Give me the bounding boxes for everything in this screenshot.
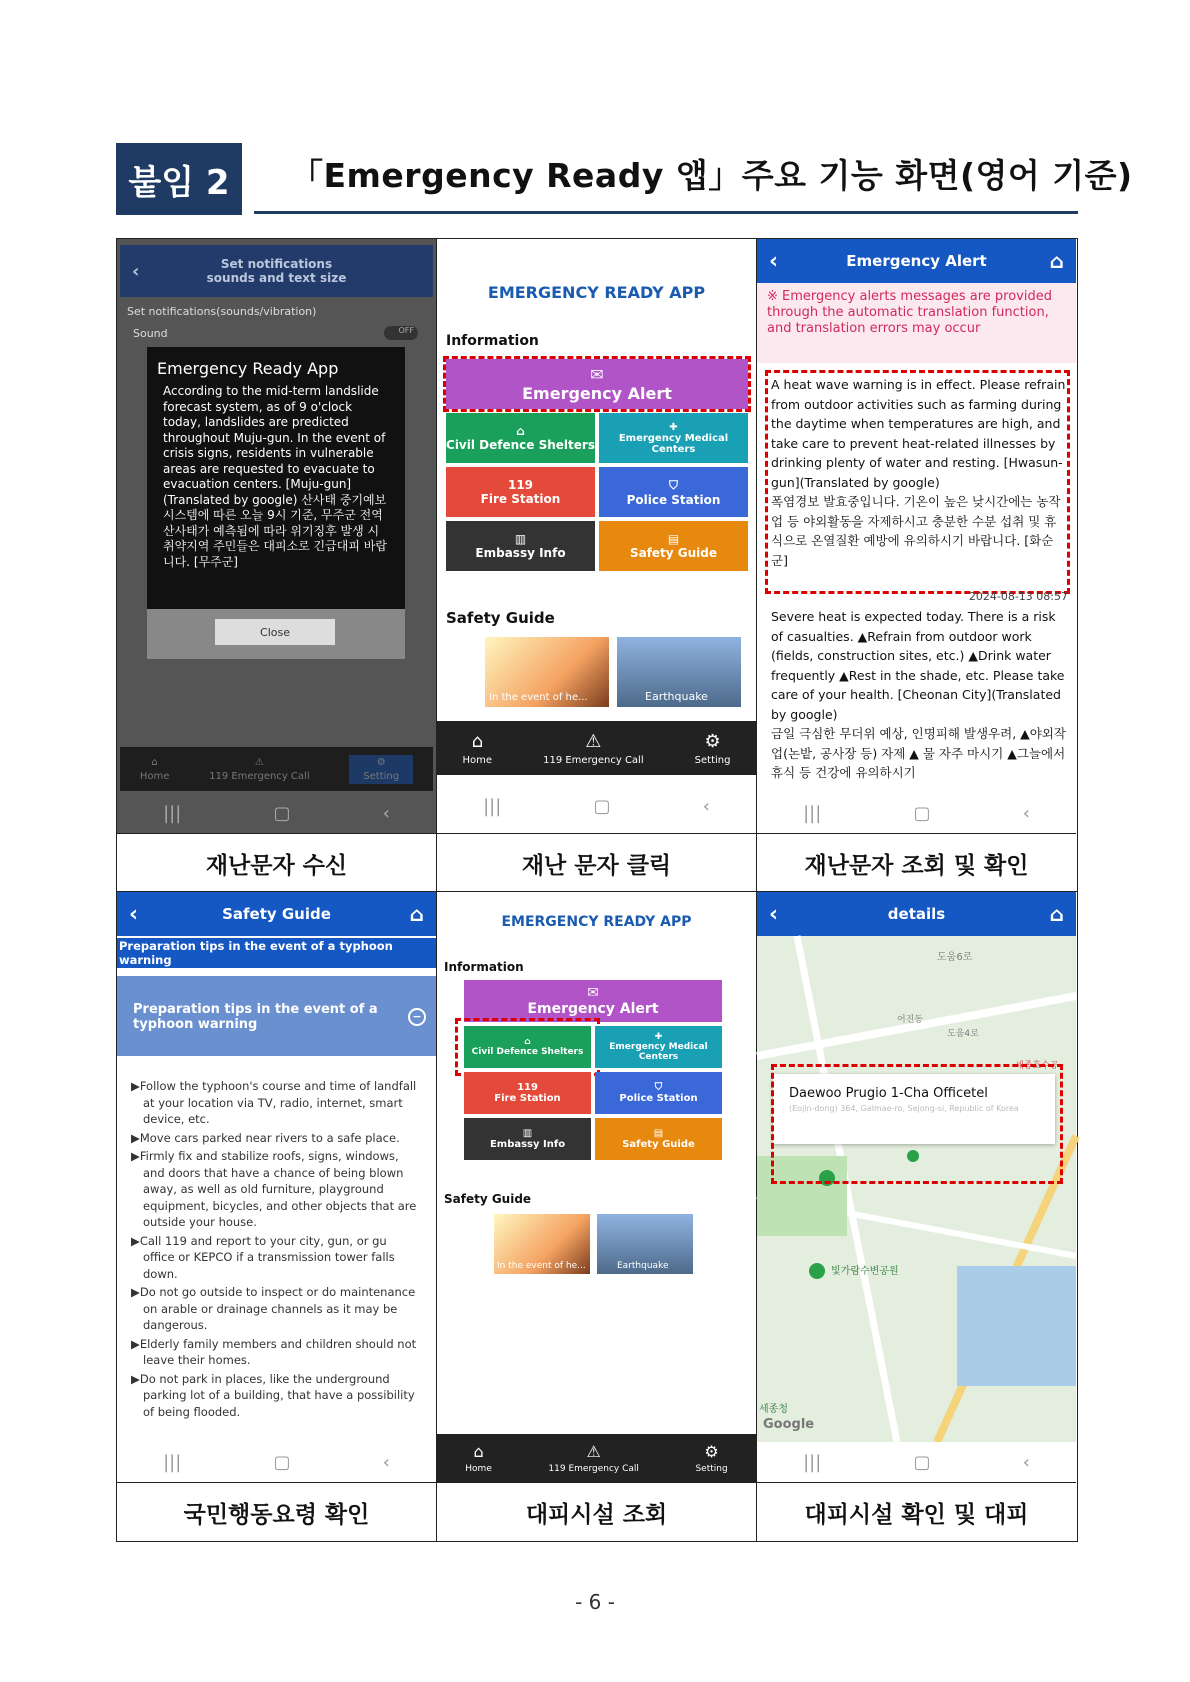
map-label: 세종호수공	[1015, 1061, 1059, 1071]
tile-shelters[interactable]: ⌂ Civil Defence Shelters	[446, 413, 595, 463]
system-nav	[117, 1442, 436, 1482]
caption: 재난문자 조회 및 확인	[757, 833, 1076, 892]
system-nav	[757, 793, 1076, 833]
screen-home-shelters	[437, 892, 756, 1482]
emergency-alert-tile[interactable]: ✉ Emergency Alert	[446, 359, 748, 409]
guide-item: ▶Follow the typhoon's course and time of landfall at your location via TV, radio, internet, smart device, etc.	[131, 1079, 417, 1126]
siren-icon: ⚠	[586, 1442, 601, 1461]
system-nav	[757, 1442, 1076, 1482]
guide-subtitle: Preparation tips in the event of a typhoon warning	[117, 938, 436, 968]
fire-icon: 119	[517, 1082, 538, 1093]
collapse-icon[interactable]: −	[408, 1008, 426, 1026]
title-underline	[254, 211, 1078, 214]
home-button-icon[interactable]: ▢	[913, 802, 931, 824]
guide-item: ▶Call 119 and report to your city, gun, or gu office or KEPCO if a transmission tower falls down.	[131, 1233, 395, 1281]
fire-icon: 119	[507, 478, 534, 492]
tile-fire[interactable]: 119 Fire Station	[446, 467, 595, 517]
recent-apps-icon[interactable]: |||	[163, 1451, 182, 1473]
siren-icon: ⚠	[585, 730, 602, 752]
screen-map	[757, 892, 1076, 1482]
thumb-earthquake[interactable]: Earthquake	[617, 637, 741, 707]
home-icon[interactable]: ⌂	[409, 902, 424, 926]
ambulance-icon: ✚	[654, 1032, 663, 1042]
tile-police[interactable]: ⛉ Police Station	[595, 1072, 722, 1114]
recent-apps-icon[interactable]: |||	[803, 802, 822, 824]
back-nav-icon[interactable]: ‹	[382, 1451, 390, 1473]
appbar-title: Safety Guide	[222, 905, 331, 923]
tile-safety[interactable]: ▤ Safety Guide	[599, 521, 748, 571]
nav-119[interactable]: ⚠ 119 Emergency Call	[543, 730, 644, 766]
caption: 대피시설 확인 및 대피	[757, 1482, 1076, 1541]
tile-shelters[interactable]: ⌂ Civil Defence Shelters	[464, 1026, 591, 1068]
building-icon: ▥	[522, 1128, 533, 1139]
gear-icon: ⚙	[704, 1442, 719, 1461]
app-title: EMERGENCY READY APP	[487, 283, 706, 302]
nav-home[interactable]: ⌂ Home	[465, 1442, 492, 1474]
guide-item: ▶Elderly family members and children should not leave their homes.	[131, 1336, 417, 1367]
tile-police[interactable]: ⛉ Police Station	[599, 467, 748, 517]
screenshot-grid	[116, 238, 1078, 1542]
home-icon[interactable]: ⌂	[1049, 249, 1064, 273]
back-icon[interactable]: ‹	[129, 901, 139, 927]
shelter-icon: ⌂	[524, 1037, 531, 1047]
home-button-icon[interactable]: ▢	[273, 802, 291, 824]
alert-message-2[interactable]: Severe heat is expected today. There is a risk of casualties. ▲Refrain from outdoor work (fields, construction sites, etc.) ▲Drink water frequently ▲Rest in the shade, etc. Please take care of your health. [Cheonan City](Translated by google) 금일 극심한 무더위 예상, 인명피해 발생우려, ▲야외작업(논밭, 공사장 등) 자제 ▲ 물 자주 마시기 ▲그늘에서 휴식 등 건강에 유의하시기	[771, 609, 1066, 780]
tile-fire[interactable]: 119 Fire Station	[464, 1072, 591, 1114]
nav-setting[interactable]: ⚙ Setting	[349, 755, 413, 784]
translation-notice: ※ Emergency alerts messages are provided through the automatic translation function, and translation errors may occur	[757, 283, 1076, 363]
settings-section: Set notifications(sounds/vibration)	[127, 305, 317, 318]
home-button-icon[interactable]: ▢	[593, 795, 611, 817]
dialog-body: According to the mid-term landslide forecast system, as of 9 o'clock today, landslides are predicted throughout Muju-gun. In the event of crisis signs, residents in vulnerable areas are requested to evacuate to evacuation centers. [Muju-gun](Translated by google) 산사태 중기예보시스템에 따른 오늘 9시 기준, 무주군 전역 산사태가 예측됨에 따라 위기징후 발생 시 취약지역 주민들은 대피소로 긴급대피 바랍니다. [무주군]	[163, 384, 387, 569]
siren-icon: ⚠	[254, 756, 264, 768]
info-heading: Information	[444, 960, 524, 974]
ambulance-icon: ✚	[669, 421, 678, 433]
alert-message-1[interactable]: A heat wave warning is in effect. Please refrain from outdoor activities such as farming during the daytime when temperatures are high, and take care to prevent heat-related illnesses by drinking plenty of water and resting. [Hwasun-gun](Translated by google) 폭염경보 발효중입니다. 기온이 높은 낮시간에는 농작업 등 야외활동을 자제하시고 충분한 수분 섭취 및 휴식으로 온열질환 예방에 유의하시기 바랍니다. [화순군]	[771, 377, 1066, 568]
tile-medical[interactable]: ✚ Emergency Medical Centers	[595, 1026, 722, 1068]
guide-item: ▶Move cars parked near rivers to a safe place.	[131, 1130, 400, 1145]
book-icon: ▤	[667, 532, 680, 546]
back-nav-icon[interactable]: ‹	[1022, 1451, 1030, 1473]
gear-icon: ⚙	[704, 730, 721, 752]
nav-home[interactable]: ⌂ Home	[139, 756, 170, 782]
attachment-tag: 붙임 2	[116, 143, 242, 215]
home-icon: ⌂	[471, 730, 483, 752]
settings-appbar: ‹ Set notifications sounds and text size	[120, 245, 433, 297]
place-address: (Eojin-dong) 364, Galmae-ro, Sejong-si, Republic of Korea	[789, 1104, 1019, 1113]
guide-list	[131, 1078, 421, 1428]
place-marker-icon[interactable]	[907, 1150, 919, 1162]
gear-icon: ⚙	[376, 756, 386, 768]
caption: 대피시설 조회	[437, 1482, 756, 1541]
recent-apps-icon[interactable]: |||	[483, 795, 502, 817]
envelope-icon: ✉	[587, 985, 599, 1001]
highlight-box	[455, 1018, 600, 1076]
guide-accordion[interactable]: Preparation tips in the event of a typhoon warning −	[117, 976, 436, 1056]
place-name: Daewoo Prugio 1-Cha Officetel	[789, 1086, 988, 1101]
map-appbar	[757, 892, 1076, 936]
caption: 재난문자 수신	[117, 833, 436, 892]
nav-119[interactable]: ⚠ 119 Emergency Call	[548, 1442, 639, 1474]
guide-item: ▶Firmly fix and stabilize roofs, signs, windows, and doors that have a chance of being blown away, as well as old furniture, playground equipment, bicycles, and other objects that are outside your house.	[131, 1149, 417, 1229]
sound-toggle[interactable]: OFF	[384, 326, 418, 340]
back-nav-icon[interactable]: ‹	[1022, 802, 1030, 824]
system-nav	[117, 793, 436, 833]
safety-heading: Safety Guide	[446, 609, 555, 627]
nav-setting[interactable]: ⚙ Setting	[694, 730, 731, 766]
highlight-box	[771, 1064, 1063, 1184]
back-nav-icon[interactable]: ‹	[702, 795, 710, 817]
tile-embassy[interactable]: ▥ Embassy Info	[446, 521, 595, 571]
recent-apps-icon[interactable]: |||	[163, 802, 182, 824]
back-icon[interactable]: ‹	[769, 901, 779, 927]
guide-appbar	[117, 892, 436, 936]
back-icon[interactable]: ‹	[132, 260, 140, 282]
map-label: 도움6로	[937, 952, 973, 963]
building-icon: ▥	[514, 532, 527, 546]
appbar-title: Emergency Alert	[846, 252, 987, 270]
page-title: 「Emergency Ready 앱」주요 기능 화면(영어 기준)	[290, 156, 1133, 195]
nav-119[interactable]: ⚠ 119 Emergency Call	[209, 756, 310, 782]
app-title: EMERGENCY READY APP	[501, 914, 692, 930]
nav-setting[interactable]: ⚙ Setting	[695, 1442, 728, 1474]
tile-embassy[interactable]: ▥ Embassy Info	[464, 1118, 591, 1160]
alert-dialog	[147, 347, 405, 659]
home-button-icon[interactable]: ▢	[913, 1451, 931, 1473]
page-number: - 6 -	[575, 1590, 615, 1614]
envelope-icon: ✉	[590, 365, 604, 384]
map-view[interactable]	[757, 936, 1076, 1442]
tile-safety[interactable]: ▤ Safety Guide	[595, 1118, 722, 1160]
google-logo: Google	[763, 1417, 815, 1432]
emergency-alert-tile[interactable]: ✉ Emergency Alert	[464, 980, 722, 1022]
bottom-nav	[120, 747, 433, 791]
map-label: 어진동	[897, 1015, 924, 1025]
dialog-title: Emergency Ready App	[157, 359, 339, 378]
appbar-title: details	[887, 905, 946, 923]
highlight-box	[443, 356, 751, 412]
close-button[interactable]: Close	[215, 619, 335, 645]
map-label: 도움4로	[947, 1029, 979, 1039]
safety-heading: Safety Guide	[444, 1192, 532, 1206]
back-icon[interactable]: ‹	[769, 248, 779, 274]
book-icon: ▤	[653, 1128, 664, 1139]
alert-timestamp: 2024-08-13 08:57	[968, 590, 1068, 603]
system-nav	[437, 779, 756, 833]
sound-label: Sound	[133, 327, 168, 340]
home-button-icon[interactable]: ▢	[273, 1451, 291, 1473]
back-nav-icon[interactable]: ‹	[382, 802, 390, 824]
alert-appbar	[757, 239, 1076, 283]
shield-icon: ⛉	[668, 477, 678, 492]
screen-alert-list	[757, 239, 1076, 833]
caption: 재난 문자 클릭	[437, 833, 756, 892]
tile-medical[interactable]: ✚ Emergency Medical Centers	[599, 413, 748, 463]
shelter-icon: ⌂	[516, 424, 525, 438]
dialog-footer	[147, 609, 405, 659]
screen-home	[437, 239, 756, 833]
guide-item: ▶Do not park in places, like the underground parking lot of a building, that have a possibility of being flooded.	[131, 1371, 415, 1419]
map-label: 세종청	[759, 1404, 788, 1415]
guide-item: ▶Do not go outside to inspect or do maintenance on arable or drainage channels as it may be dangerous.	[131, 1285, 416, 1332]
home-icon: ⌂	[473, 1442, 484, 1461]
home-icon[interactable]: ⌂	[1049, 902, 1064, 926]
park-marker-icon[interactable]	[809, 1263, 825, 1279]
caption: 국민행동요령 확인	[117, 1482, 436, 1541]
info-heading: Information	[446, 333, 539, 349]
nav-home[interactable]: ⌂ Home	[462, 730, 493, 766]
bottom-nav	[437, 721, 756, 775]
recent-apps-icon[interactable]: |||	[803, 1451, 822, 1473]
bottom-nav	[437, 1434, 756, 1482]
screen-safety-guide	[117, 892, 436, 1482]
shield-icon: ⛉	[654, 1082, 663, 1093]
home-icon: ⌂	[151, 756, 158, 768]
thumb-earthquake[interactable]: Earthquake	[597, 1214, 693, 1274]
map-label: 빛가람수변공원	[831, 1266, 899, 1277]
thumb-heat[interactable]: In the event of he...	[485, 637, 609, 707]
thumb-heat[interactable]: In the event of he...	[494, 1214, 590, 1274]
screen-notification	[117, 239, 436, 833]
